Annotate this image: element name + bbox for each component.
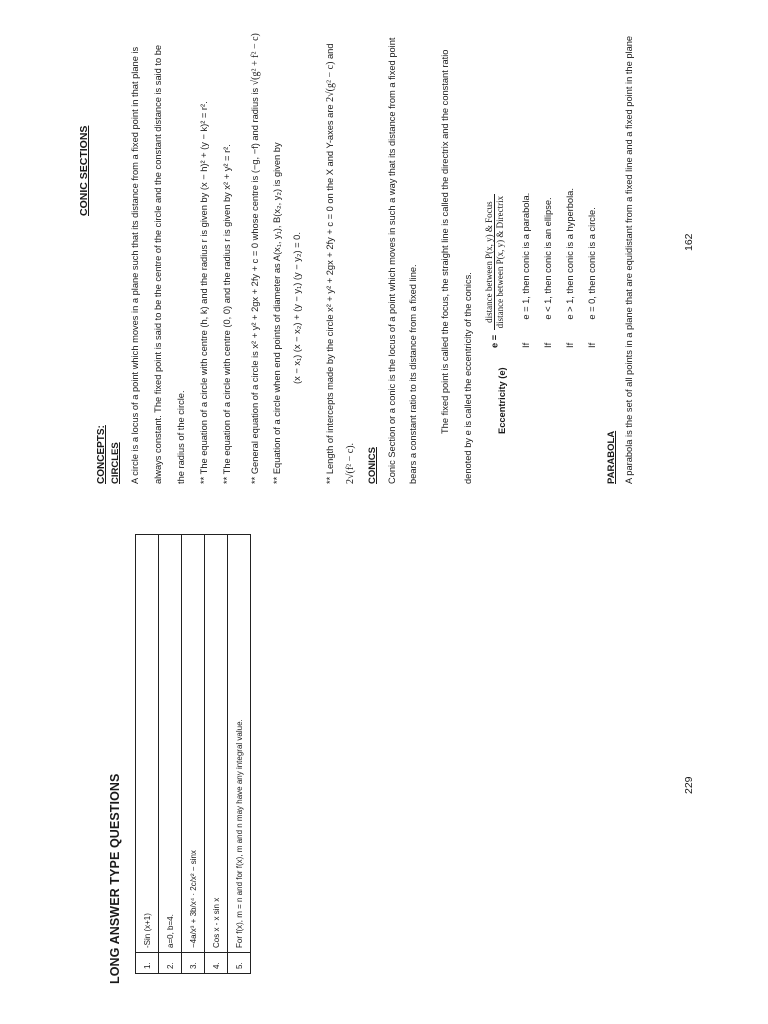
table-row <box>182 535 205 974</box>
case-row <box>521 193 531 348</box>
general-equation-text: ** General equation of a circle is x² + y² + 2gx + 2fy + c = 0 whose centre is (−g, −f) and radius is <box>250 87 260 484</box>
case-if: If <box>565 342 575 348</box>
general-equation-line <box>250 33 261 484</box>
answer-text: For f(x), m = n and for f(x), m and n may have any integral value. <box>228 535 251 953</box>
y-intercept-formula: 2√(f² − c). <box>345 442 356 484</box>
circles-label: CIRCLES <box>110 442 121 484</box>
conics-paragraph-line: Conic Section or a conic is the locus of a point which moves in such a way that its distance from a fixed point <box>387 37 397 484</box>
case-row <box>543 197 553 348</box>
case-condition: e = 1, <box>521 296 531 320</box>
parabola-paragraph: A parabola is the set of all points in a plane that are equidistant from a fixed line and a fixed point in the plane <box>624 35 634 484</box>
parabola-label: PARABOLA <box>606 430 617 484</box>
focus-paragraph-line: The fixed point is called the focus, the straight line is called the directrix and the constant ratio <box>440 49 450 434</box>
circle-equation-origin: ** The equation of a circle with centre (0, 0) and the radius r is given by x² + y² = r². <box>222 144 232 484</box>
eccentricity-denominator: distance between P(x, y) & Directrix <box>495 195 505 329</box>
concepts-label: CONCEPTS: <box>96 425 107 484</box>
circle-paragraph-line: always constant. The fixed point is said to be the centre of the circle and the constant distance is said to be <box>153 44 163 484</box>
table-row <box>159 535 182 974</box>
diameter-equation: (x − x₁) (x − x₂) + (y − y₁) (y − y₂) = 0. <box>292 232 302 384</box>
answers-table <box>135 534 251 974</box>
eccentricity-fraction <box>484 194 505 330</box>
long-answer-heading: LONG ANSWER TYPE QUESTIONS <box>108 773 122 984</box>
table-row <box>136 535 159 974</box>
left-page-number: 229 <box>683 776 695 794</box>
question-number: 2. <box>159 953 182 974</box>
case-condition: e > 1, <box>565 296 575 320</box>
case-condition: e < 1, <box>543 296 553 320</box>
eccentricity-numerator: distance between P(x, y) & Focus <box>484 194 495 330</box>
right-page-number: 162 <box>683 233 695 251</box>
conics-label: CONICS <box>367 447 378 484</box>
focus-paragraph-line: denoted by e is called the eccentricity of the conics. <box>463 272 473 484</box>
case-if: If <box>587 342 597 348</box>
intercept-text: ** Length of intercepts made by the circle x² + y² + 2gx + 2fy + c = 0 on the X and Y-axes are <box>325 104 335 484</box>
table-row <box>205 535 228 974</box>
answer-text: a=0, b=4. <box>159 535 182 953</box>
intercept-and: and <box>325 43 335 59</box>
question-number: 3. <box>182 953 205 974</box>
eccentricity-label: Eccentricity (e) <box>497 367 507 434</box>
case-result: then conic is a hyperbola. <box>565 188 575 294</box>
answer-text: -Sin (x+1) <box>136 535 159 953</box>
circle-paragraph-line: A circle is a locus of a point which moves in a plane such that its distance from a fixed point in that plane is <box>130 46 140 484</box>
circle-equation-centre-hk: ** The equation of a circle with centre (h, k) and the radius r is given by (x − h)² + (y − k)² = r². <box>199 101 209 484</box>
answer-text: Cos x - x sin x <box>205 535 228 953</box>
question-number: 1. <box>136 953 159 974</box>
question-number: 4. <box>205 953 228 974</box>
x-intercept-formula: 2√(g² − c) <box>325 61 336 102</box>
eccentricity-symbol: e = <box>489 334 500 348</box>
case-result: then conic is an ellipse. <box>543 197 553 294</box>
diameter-equation-line: ** Equation of a circle when end points of diameter as A(x₁, y₁), B(x₂, y₂) is given by <box>272 142 282 484</box>
question-number: 5. <box>228 953 251 974</box>
circle-paragraph-line: the radius of the circle. <box>176 390 186 484</box>
conics-paragraph-line: bears a constant ratio to its distance from a fixed line. <box>408 264 418 484</box>
table-row <box>228 535 251 974</box>
conic-sections-title: CONIC SECTIONS <box>78 125 90 216</box>
case-result: then conic is a parabola. <box>521 192 531 294</box>
case-row <box>565 188 575 348</box>
intercept-line <box>325 43 336 484</box>
case-if: If <box>521 342 531 348</box>
case-if: If <box>543 342 553 348</box>
case-row <box>587 207 597 348</box>
radius-formula: √(g² + f² − c) <box>250 33 261 86</box>
answer-text: −4a/x³ + 3b/x⁴ · 2c/x² − sinx <box>182 535 205 953</box>
eccentricity-formula <box>484 194 505 348</box>
case-condition: e = 0, <box>587 296 597 320</box>
case-result: then conic is a circle. <box>587 207 597 294</box>
